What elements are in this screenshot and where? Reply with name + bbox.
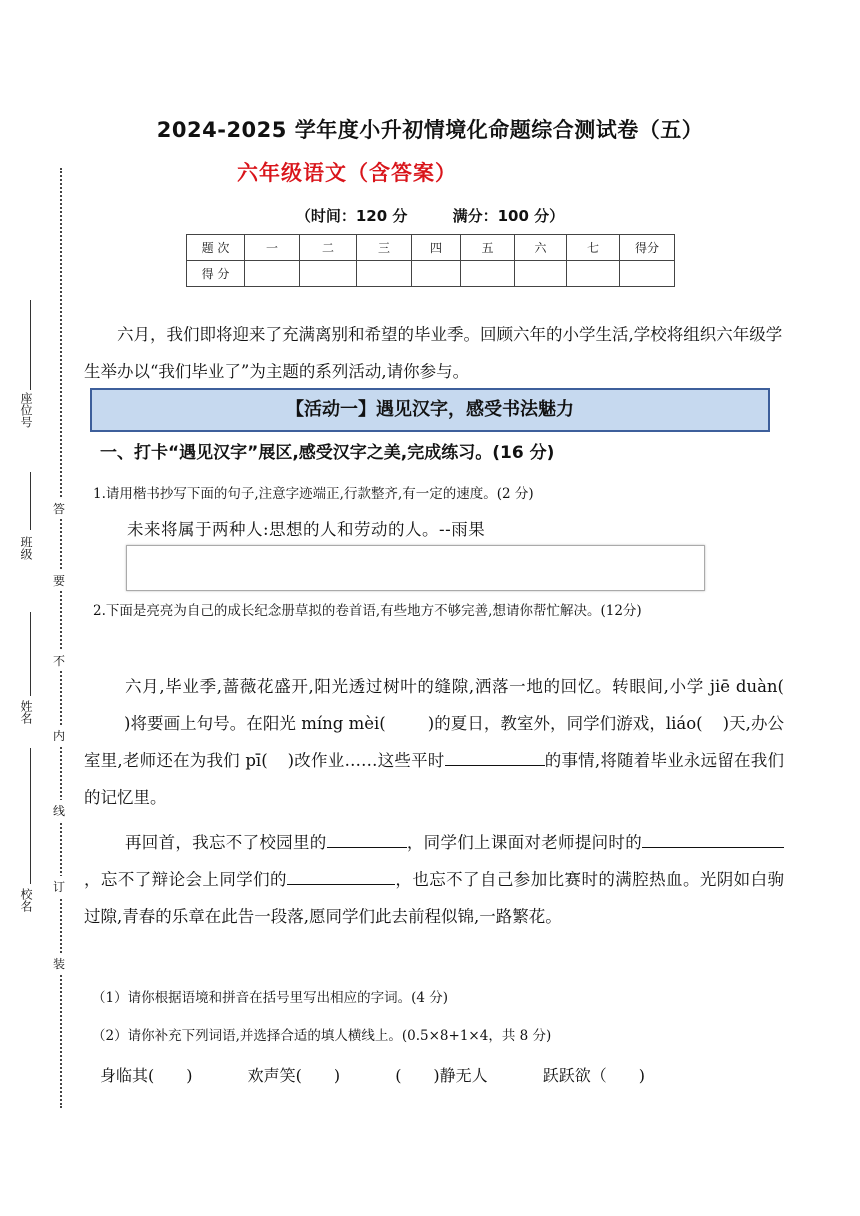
score-input-cell[interactable] [620, 261, 675, 287]
binding-char: 要 [53, 570, 65, 591]
page-title: 2024-2025 学年度小升初情境化命题综合测试卷（五） [156, 118, 704, 142]
question-2: 2.下面是亮亮为自己的成长纪念册草拟的卷首语,有些地方不够完善,想请你帮忙解决。(12分) [93, 603, 642, 619]
score-input-cell[interactable] [245, 261, 300, 287]
binding-char: 装 [53, 953, 65, 974]
answer-blank[interactable] [268, 748, 288, 766]
score-table-cell: 二 [300, 235, 357, 261]
score-table-cell: 四 [412, 235, 461, 261]
score-table-score-row [187, 261, 675, 287]
binding-char: 线 [53, 800, 65, 821]
score-table-cell: 三 [357, 235, 412, 261]
section-heading: 一、打卡“遇见汉字”展区,感受汉字之美,完成练习。(16 分) [100, 443, 555, 463]
story-text: 再回首，我忘不了校园里的 [125, 833, 327, 852]
score-table [186, 234, 675, 287]
story-text: 的事情,将随着毕业永远留在我们的记忆里。 [84, 751, 784, 807]
score-input-cell[interactable] [300, 261, 357, 287]
fill-line[interactable] [287, 866, 395, 885]
score-input-cell[interactable] [515, 261, 567, 287]
class-line [30, 472, 31, 530]
score-input-cell[interactable] [357, 261, 412, 287]
score-table-cell: 题 次 [187, 235, 245, 261]
score-input-cell[interactable] [567, 261, 620, 287]
fill-line[interactable] [327, 829, 407, 848]
score-input-cell[interactable] [412, 261, 461, 287]
word-item[interactable]: 跃跃欲（ ) [542, 1066, 646, 1085]
seat-number-line [30, 300, 31, 390]
word-fill-list [100, 1063, 695, 1086]
binding-char: 不 [53, 650, 65, 671]
fill-line[interactable] [642, 829, 694, 848]
score-table-cell: 七 [567, 235, 620, 261]
class-label: 班级 [19, 536, 33, 560]
time-limit: （时间：120 分 [295, 207, 408, 225]
story-text: ，也忘不了自己参加比赛时的满腔热血。光阴如白驹过隙,青春的乐章在此告一段落,愿同学们此去前程似锦,一路繁花。 [84, 870, 785, 926]
binding-char: 内 [53, 725, 65, 746]
copy-sentence: 未来将属于两种人:思想的人和劳动的人。--雨果 [127, 520, 486, 539]
intro-paragraph: 六月，我们即将迎来了充满离别和希望的毕业季。回顾六年的小学生活,学校将组织六年级学生举办以“我们毕业了”为主题的系列活动,请你参与。 [84, 325, 783, 381]
activity-banner: 【活动一】遇见汉字，感受书法魅力 [90, 388, 770, 432]
question-1: 1.请用楷书抄写下面的句子,注意字迹端正,行款整齐,有一定的速度。(2 分) [93, 486, 534, 502]
school-line [30, 748, 31, 884]
score-table-cell: 一 [245, 235, 300, 261]
story-text: 六月,毕业季,蔷薇花盛开,阳光透过树叶的缝隙,洒落一地的回忆。转眼间,小学 jiē duàn( [125, 677, 784, 696]
seat-number-label: 座位号 [19, 392, 33, 428]
school-label: 校名 [19, 888, 33, 912]
story-text: )改作业……这些平时 [287, 751, 445, 770]
answer-blank[interactable] [386, 711, 428, 729]
story-paragraph-1 [84, 668, 784, 816]
binding-char: 订 [53, 876, 65, 897]
score-table-cell: 六 [515, 235, 567, 261]
story-text: )将要画上句号。在阳光 míng mèi( [124, 714, 386, 733]
story-text: ，同学们上课面对老师提问时的 [406, 833, 643, 852]
story-text: )的夏日，教室外，同学们游戏，liáo( [427, 714, 703, 733]
story-paragraph-2 [84, 824, 784, 935]
sub-question-1: （1）请你根据语境和拼音在括号里写出相应的字词。(4 分) [92, 990, 449, 1006]
binding-char: 答 [53, 498, 65, 519]
fill-line[interactable] [445, 747, 545, 766]
story-text: )天,办公室里,老师还在为我们 pī( [84, 714, 784, 770]
fill-line[interactable] [694, 829, 784, 848]
story-text: ，忘不了辩论会上同学们的 [84, 870, 287, 889]
full-score: 满分：100 分） [452, 207, 565, 225]
answer-blank[interactable] [84, 711, 124, 729]
score-input-cell[interactable] [461, 261, 515, 287]
name-line [30, 612, 31, 696]
copy-answer-box[interactable] [126, 545, 705, 591]
score-table-cell: 得 分 [187, 261, 245, 287]
sub-question-2: （2）请你补充下列词语,并选择合适的填人横线上。(0.5×8+1×4，共 8 分) [92, 1028, 552, 1044]
answer-blank[interactable] [703, 711, 723, 729]
score-table-cell: 得分 [620, 235, 675, 261]
exam-time-info [0, 205, 860, 226]
name-label: 姓名 [19, 700, 33, 724]
word-item[interactable]: ( )静无人 [395, 1066, 488, 1085]
word-item[interactable]: 身临其( ) [100, 1066, 193, 1085]
score-table-header-row [187, 235, 675, 261]
page-subtitle: 六年级语文（含答案） [237, 161, 457, 185]
word-item[interactable]: 欢声笑( ) [247, 1066, 341, 1085]
score-table-cell: 五 [461, 235, 515, 261]
